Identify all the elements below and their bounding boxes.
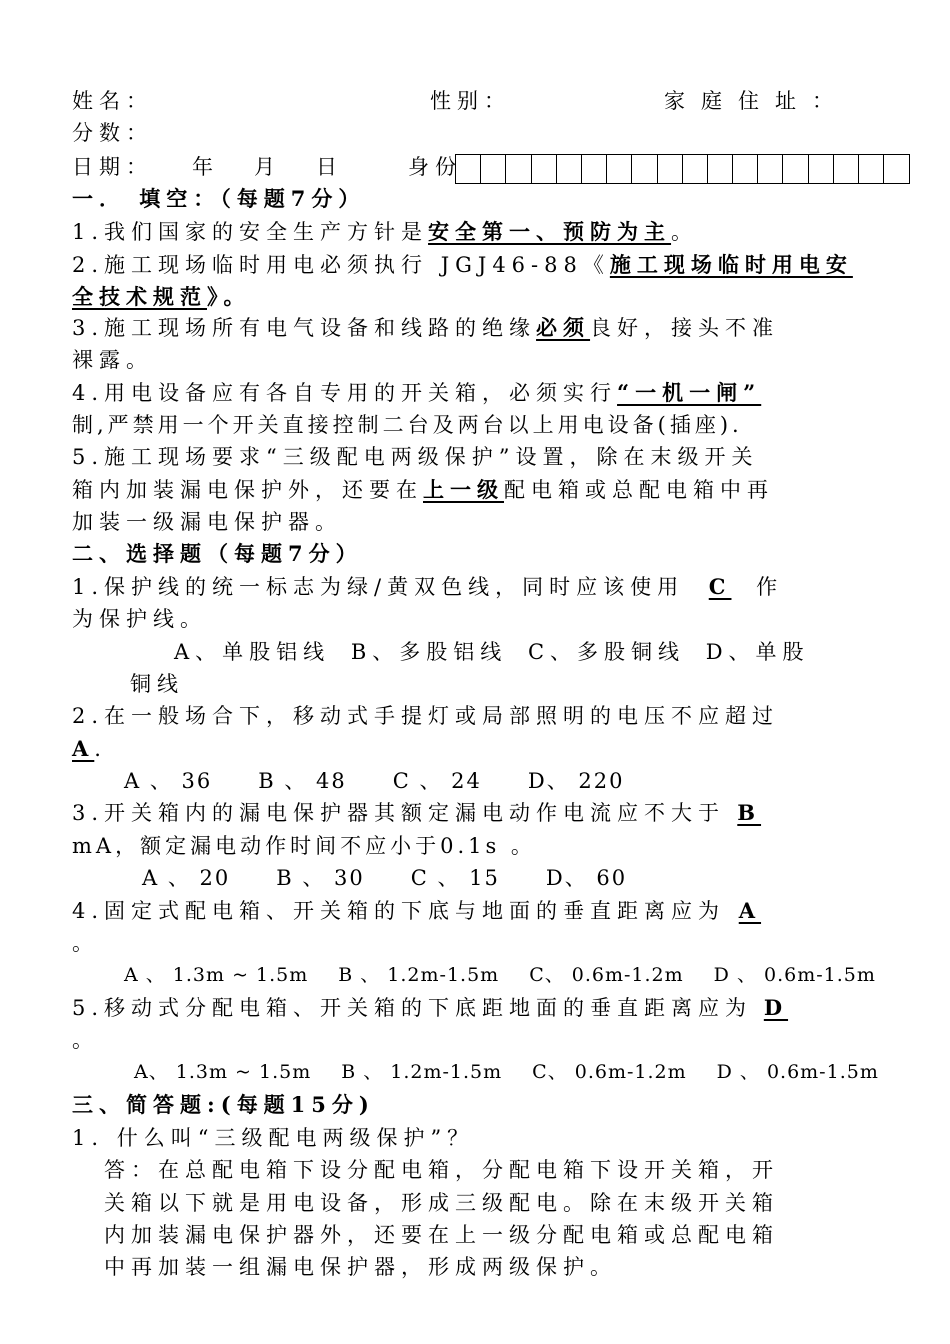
id-label: 身份 <box>408 155 462 179</box>
id-digit-box[interactable] <box>607 155 632 183</box>
address-label: 家庭住址： <box>664 89 849 113</box>
id-digit-box[interactable] <box>506 155 531 183</box>
s3-q1-answer-line-1: 答：在总配电箱下设分配电箱，分配电箱下设开关箱，开 <box>104 1158 779 1182</box>
id-digit-box[interactable] <box>557 155 582 183</box>
s1-q1-answer: 安全第一、预防为主 <box>428 219 672 244</box>
section2-title: 二、选择题（每题7分） <box>72 541 363 566</box>
s1-q5-line3: 加装一级漏电保护器。 <box>72 510 342 534</box>
s2-q5-options: A、 1.3m ~ 1.5m B 、 1.2m-1.5m C、 0.6m-1.2m D 、 0.6m-1.5m <box>134 1061 879 1083</box>
date-month: 月 <box>254 155 281 179</box>
id-digit-box[interactable] <box>859 155 884 183</box>
s2-q4-line1: 4.固定式配电箱、开关箱的下底与地面的垂直距离应为 A <box>72 896 880 926</box>
s1-q4-line1: 4.用电设备应有各自专用的开关箱，必须实行“一机一闸” <box>72 380 762 405</box>
score-label: 分数： <box>72 121 153 145</box>
id-digit-box[interactable] <box>683 155 708 183</box>
s3-q1-question: 1. 什么叫“三级配电两级保护”？ <box>72 1126 475 1150</box>
s3-q1-answer-line-3: 内加装漏电保护器外，还要在上一级分配电箱或总配电箱 <box>104 1223 779 1247</box>
id-digit-box[interactable] <box>658 155 683 183</box>
s2-q5-answer: D <box>763 995 789 1020</box>
s2-q4-line2: 。 <box>72 931 99 955</box>
s2-q2-line2: A. <box>72 736 107 761</box>
s3-q1-answer-line-2: 关箱以下就是用电设备，形成三级配电。除在末级开关箱 <box>104 1191 779 1215</box>
id-digit-box[interactable] <box>783 155 808 183</box>
s1-q5-line1: 5.施工现场要求“三级配电两级保护”设置，除在末级开关 <box>72 445 759 469</box>
s2-q2-answer: A <box>72 736 95 761</box>
s1-q3-answer: 必须 <box>536 315 591 340</box>
s1-q2-answer: 施工现场临时用电安 <box>609 252 853 277</box>
id-digit-box[interactable] <box>733 155 758 183</box>
id-digit-box[interactable] <box>884 155 909 183</box>
s1-q2-line2: 全技术规范》。 <box>72 284 251 309</box>
s2-q3-options: A 、 20 B 、 30 C 、 15 D、 60 <box>142 866 628 890</box>
id-digit-box[interactable] <box>758 155 783 183</box>
s2-q1-line2: 为保护线。 <box>72 607 207 631</box>
gender-label: 性别： <box>430 89 511 113</box>
id-number-boxes[interactable] <box>455 154 910 184</box>
s1-q3-line1: 3.施工现场所有电气设备和线路的绝缘必须良好，接头不准 <box>72 315 780 340</box>
s2-q2-options: A 、 36 B 、 48 C 、 24 D、 220 <box>124 769 625 793</box>
date-year: 年 <box>192 155 219 179</box>
s1-q5-answer: 上一级 <box>423 477 504 502</box>
s2-q1-options: A、单股铝线 B、多股铝线 C、多股铜线 D、单股 <box>174 640 810 664</box>
info-line-1 <box>72 86 880 116</box>
s2-q4-answer: A <box>738 898 762 923</box>
name-label: 姓名： <box>72 89 153 113</box>
s2-q1-answer: C <box>708 574 732 599</box>
id-digit-box[interactable] <box>809 155 834 183</box>
s2-q1-line1: 1.保护线的统一标志为绿/黄双色线，同时应该使用 C 作 <box>72 572 880 602</box>
s2-q5-line2: 。 <box>72 1028 99 1052</box>
id-digit-box[interactable] <box>834 155 859 183</box>
date-day: 日 <box>316 155 343 179</box>
id-digit-box[interactable] <box>456 155 481 183</box>
s1-q5-line2: 箱内加装漏电保护外，还要在上一级配电箱或总配电箱中再 <box>72 477 774 502</box>
section3-title: 三、简答题:(每题15分) <box>72 1092 375 1117</box>
id-digit-box[interactable] <box>708 155 733 183</box>
score-line <box>72 118 880 148</box>
id-digit-box[interactable] <box>481 155 506 183</box>
s2-q3-answer: B <box>737 800 762 825</box>
id-digit-box[interactable] <box>532 155 557 183</box>
s2-q4-options: A 、 1.3m ~ 1.5m B 、 1.2m-1.5m C、 0.6m-1.2m D 、 0.6m-1.5m <box>124 964 876 986</box>
s1-q1: 1.我们国家的安全生产方针是安全第一、预防为主。 <box>72 219 699 244</box>
s1-q4-answer: “一机一闸” <box>617 380 762 405</box>
s2-q3-line1: 3.开关箱内的漏电保护器其额定漏电动作电流应不大于 B <box>72 798 880 828</box>
id-digit-box[interactable] <box>582 155 607 183</box>
date-label: 日期： <box>72 155 153 179</box>
s1-q4-line2: 制,严禁用一个开关直接控制二台及两台以上用电设备(插座). <box>72 413 743 437</box>
s1-q3-line2: 裸露。 <box>72 348 153 372</box>
s1-q2-line1: 2.施工现场临时用电必须执行 JGJ46-88《施工现场临时用电安 <box>72 252 853 277</box>
s2-q3-line2: mA，额定漏电动作时间不应小于0.1s 。 <box>72 834 536 858</box>
s2-q1-options-2: 铜线 <box>130 672 184 696</box>
s2-q5-line1: 5.移动式分配电箱、开关箱的下底距地面的垂直距离应为 D <box>72 993 880 1023</box>
s3-q1-answer-line-4: 中再加装一组漏电保护器，形成两级保护。 <box>104 1255 617 1279</box>
section1-title: 一． 填空：（每题7分） <box>72 186 366 211</box>
id-digit-box[interactable] <box>632 155 657 183</box>
s2-q2-line1: 2.在一般场合下，移动式手提灯或局部照明的电压不应超过 <box>72 704 780 728</box>
